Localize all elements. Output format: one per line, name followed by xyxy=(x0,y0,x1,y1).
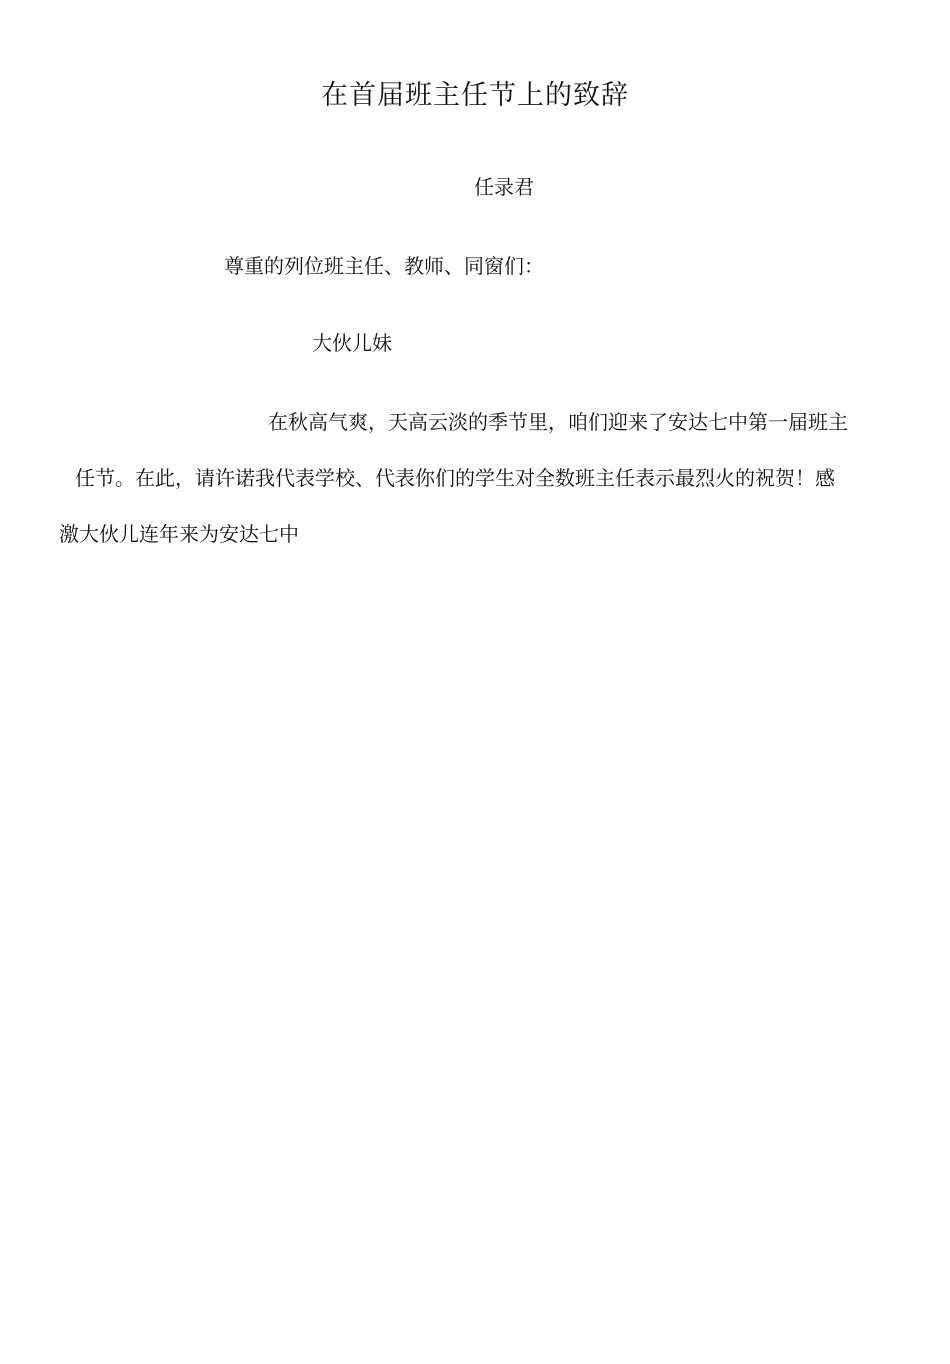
paragraph-line: 激大伙儿连年来为安达七中 xyxy=(59,522,299,546)
paragraph-line: 在秋高气爽，天高云淡的季节里，咱们迎来了安达七中第一届班主 xyxy=(268,410,848,434)
salutation: 尊重的列位班主任、教师、同窗们： xyxy=(224,254,544,278)
greeting: 大伙儿妹 xyxy=(312,331,392,355)
paragraph-line: 任节。在此，请许诺我代表学校、代表你们的学生对全数班主任表示最烈火的祝贺！感 xyxy=(75,466,835,490)
author-name: 任录君 xyxy=(474,175,534,199)
document-title: 在首届班主任节上的致辞 xyxy=(321,80,629,111)
